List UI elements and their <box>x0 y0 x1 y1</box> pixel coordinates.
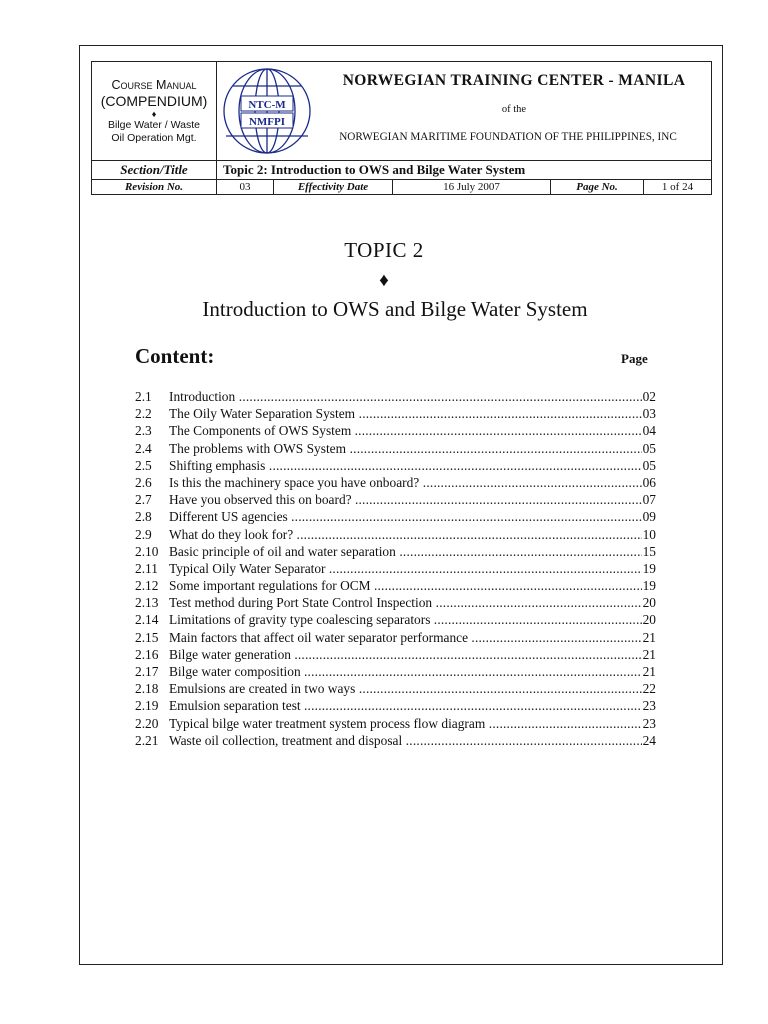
toc-entry <box>135 526 656 543</box>
toc-entry-page: 05 <box>642 457 656 473</box>
toc-entry-title: Introduction ..... <box>169 388 642 405</box>
organization-of: of the <box>501 104 527 115</box>
toc-entry-number: 2.18 <box>135 681 159 697</box>
toc-entry-number: 2.4 <box>135 440 152 456</box>
topic-title: Introduction to OWS and Bilge Water System <box>202 297 588 321</box>
compendium-label: (COMPENDIUM) <box>100 92 208 109</box>
toc-entry-page: 21 <box>642 664 656 679</box>
toc-entry-number: 2.8 <box>135 509 152 525</box>
toc-entry-number: 2.11 <box>135 560 158 576</box>
toc-entry-number: 2.1 <box>135 389 152 404</box>
toc-entry-number: 2.20 <box>135 715 159 731</box>
effectivity-date-label: Effectivity Date <box>274 180 393 195</box>
course-manual-label: Course Manual <box>111 77 197 92</box>
toc-entry-page: 24 <box>642 732 656 748</box>
toc-entry-title: Bilge water generation ..... <box>169 646 642 663</box>
toc-entry-title: The Oily Water Separation System ..... <box>169 405 642 422</box>
toc-entry-number: 2.12 <box>135 578 159 594</box>
toc-entry-title: What do they look for? ..... <box>169 526 642 543</box>
page-number-label: Page No. <box>551 180 644 195</box>
toc-entry-number: 2.17 <box>135 664 159 679</box>
page-number-value: 1 of 24 <box>644 180 712 195</box>
logo-text-ntcm: NTC-M <box>248 99 286 111</box>
toc-entry-title: Emulsions are created in two ways ..... <box>169 680 642 697</box>
toc-entry-number: 2.15 <box>135 629 159 645</box>
toc-entry-title: The problems with OWS System ..... <box>169 440 642 457</box>
toc-entry <box>135 508 656 525</box>
toc-entry-page: 06 <box>642 474 656 490</box>
topic-label: TOPIC 2 <box>344 238 424 262</box>
toc-entry-title: Typical Oily Water Separator ..... <box>169 560 642 577</box>
toc-entry-title: Different US agencies ..... <box>169 508 642 525</box>
toc-entry-number: 2.6 <box>135 474 152 490</box>
toc-entry <box>135 697 656 714</box>
toc-entry-page: 20 <box>642 595 656 611</box>
course-desc-line1: Bilge Water / Waste <box>108 118 200 131</box>
toc-entry-number: 2.16 <box>135 646 159 662</box>
toc-entry <box>135 388 656 405</box>
toc-entry-number: 2.13 <box>135 595 159 611</box>
toc-entry-number: 2.19 <box>135 698 159 714</box>
toc-entry <box>135 715 656 732</box>
toc-entry <box>135 491 656 508</box>
toc-entry-title: Emulsion separation test ..... <box>169 697 642 714</box>
toc-entry-number: 2.2 <box>135 406 152 422</box>
toc-entry <box>135 422 656 439</box>
toc-entry-page: 21 <box>642 646 656 662</box>
ntcm-globe-logo-icon <box>221 66 313 156</box>
toc-entry <box>135 405 656 422</box>
toc-entry <box>135 543 656 560</box>
toc-entry-page: 07 <box>642 492 656 508</box>
toc-entry-page: 09 <box>642 509 656 525</box>
toc-entry-title: Some important regulations for OCM ..... <box>169 577 642 594</box>
logo-text-nmfpi: NMFPI <box>248 116 286 128</box>
toc-entry-number: 2.3 <box>135 423 152 439</box>
toc-entry <box>135 457 656 474</box>
page-column-heading: Page <box>621 351 648 366</box>
toc-entry <box>135 732 656 749</box>
effectivity-date-value: 16 July 2007 <box>393 180 551 195</box>
toc-entry-page: 05 <box>642 440 656 456</box>
toc-entry-title: The Components of OWS System ..... <box>169 422 642 439</box>
toc-entry-number: 2.7 <box>135 492 152 508</box>
toc-entry-title: Shifting emphasis ..... <box>169 457 642 474</box>
toc-entry-title: Waste oil collection, treatment and disposal ..... <box>169 732 642 749</box>
foundation-name: NORWEGIAN MARITIME FOUNDATION OF THE PHILIPPINES, INC <box>339 131 677 143</box>
toc-entry <box>135 474 656 491</box>
toc-entry-page: 19 <box>642 578 656 594</box>
toc-entry-title: Is this the machinery space you have onboard? ..... <box>169 474 642 491</box>
toc-entry-page: 23 <box>642 698 656 714</box>
toc-entry-page: 10 <box>642 526 656 542</box>
organization-cell <box>217 62 712 161</box>
toc-entry-page: 19 <box>642 560 656 576</box>
toc-entry-number: 2.10 <box>135 543 159 559</box>
toc-entry <box>135 663 656 680</box>
table-of-contents <box>135 388 656 749</box>
toc-entry <box>135 594 656 611</box>
toc-entry-number: 2.21 <box>135 732 159 748</box>
toc-entry <box>135 560 656 577</box>
topic-diamond-icon: ♦ <box>379 270 389 291</box>
toc-entry <box>135 646 656 663</box>
toc-entry-page: 04 <box>642 423 656 439</box>
diamond-icon: ♦ <box>151 108 157 119</box>
revision-value: 03 <box>217 180 274 195</box>
toc-entry-number: 2.14 <box>135 612 159 628</box>
toc-entry-title: Basic principle of oil and water separation ..... <box>169 543 642 560</box>
section-title-label: Section/Title <box>92 161 217 180</box>
toc-entry-title: Have you observed this on board? ..... <box>169 491 642 508</box>
toc-entry-number: 2.5 <box>135 457 152 473</box>
toc-entry <box>135 680 656 697</box>
toc-entry-page: 23 <box>642 715 656 731</box>
revision-label: Revision No. <box>92 180 217 195</box>
toc-entry-title: Bilge water composition ..... <box>169 663 642 680</box>
toc-entry-title: Main factors that affect oil water separator performance ..... <box>169 629 642 646</box>
contents-heading: Content: <box>135 344 215 368</box>
toc-entry-page: 20 <box>642 612 656 628</box>
toc-entry-title: Test method during Port State Control Inspection ..... <box>169 594 642 611</box>
toc-entry-page: 22 <box>642 681 656 697</box>
organization-name: NORWEGIAN TRAINING CENTER - MANILA <box>342 72 686 89</box>
course-desc-line2: Oil Operation Mgt. <box>111 131 197 144</box>
section-title-value: Topic 2: Introduction to OWS and Bilge Water System <box>217 161 712 180</box>
toc-entry-title: Limitations of gravity type coalescing separators ..... <box>169 611 642 628</box>
toc-entry <box>135 629 656 646</box>
toc-entry-page: 02 <box>642 389 656 404</box>
toc-entry-title: Typical bilge water treatment system process flow diagram ..... <box>169 715 642 732</box>
document-header <box>91 61 712 195</box>
toc-entry <box>135 611 656 628</box>
toc-entry-number: 2.9 <box>135 526 152 542</box>
course-manual-cell <box>92 62 217 161</box>
toc-entry <box>135 577 656 594</box>
toc-entry-page: 21 <box>642 629 656 645</box>
toc-entry <box>135 440 656 457</box>
toc-entry-page: 15 <box>642 543 656 559</box>
toc-entry-page: 03 <box>642 406 656 422</box>
